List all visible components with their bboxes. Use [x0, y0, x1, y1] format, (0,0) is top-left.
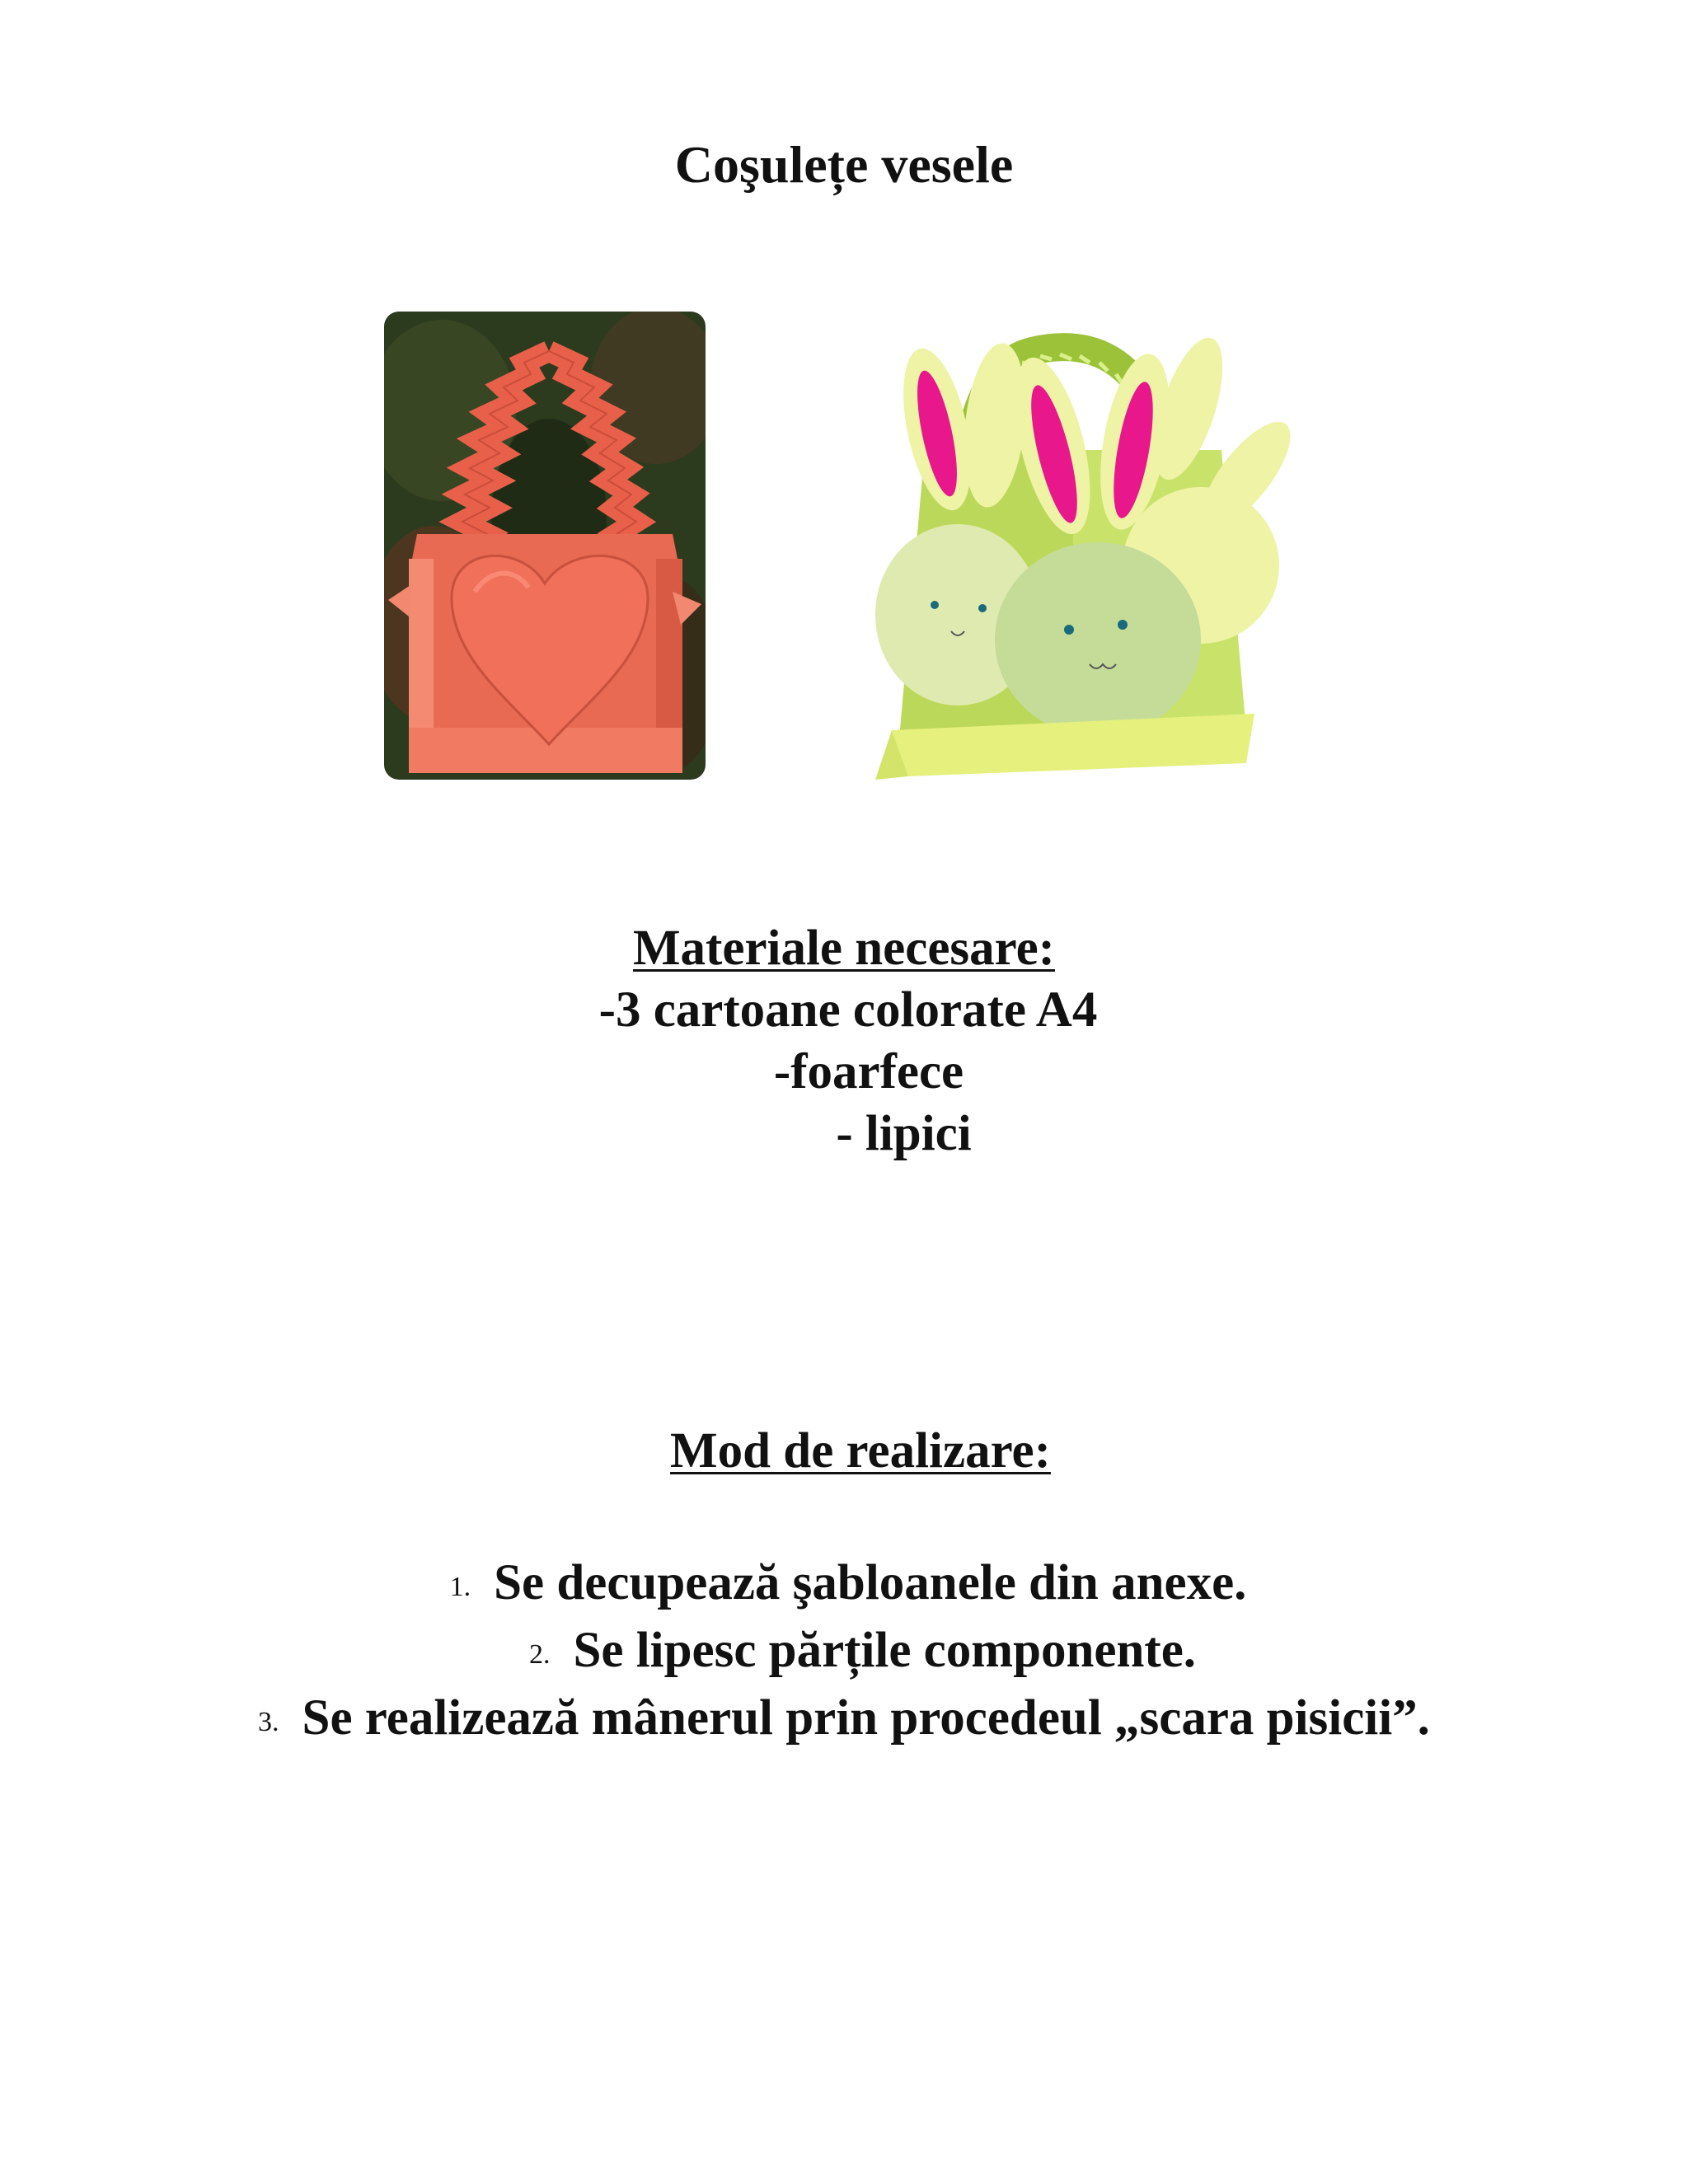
step-item: [8, 1551, 1688, 1619]
steps-list: [0, 1551, 1688, 1754]
method-section: [0, 1423, 1688, 1479]
materials-section: [0, 917, 1688, 1165]
step-number: 1.: [449, 1572, 471, 1602]
heart-basket-photo: [384, 312, 706, 780]
page-title: Coşulețe vesele: [674, 135, 1014, 194]
step-number: 3.: [258, 1707, 279, 1737]
materials-item: -3 cartoane colorate A4: [598, 982, 1098, 1038]
step-number: 2.: [528, 1639, 551, 1670]
materials-item: - lipici: [836, 1106, 972, 1161]
materials-item: -foarfece: [773, 1044, 964, 1099]
step-item: [0, 1686, 1688, 1754]
method-heading: Mod de realizare:: [670, 1423, 1051, 1479]
step-text: Se lipesc părțile componente.: [573, 1623, 1197, 1678]
step-item: [37, 1619, 1688, 1686]
step-text: Se realizează mânerul prin procedeul „scara pisicii”.: [302, 1690, 1430, 1746]
step-text: Se decupează şabloanele din anexe.: [494, 1555, 1247, 1610]
materials-heading: Materiale necesare:: [632, 921, 1055, 976]
bunny-basket-photo: [859, 285, 1291, 790]
